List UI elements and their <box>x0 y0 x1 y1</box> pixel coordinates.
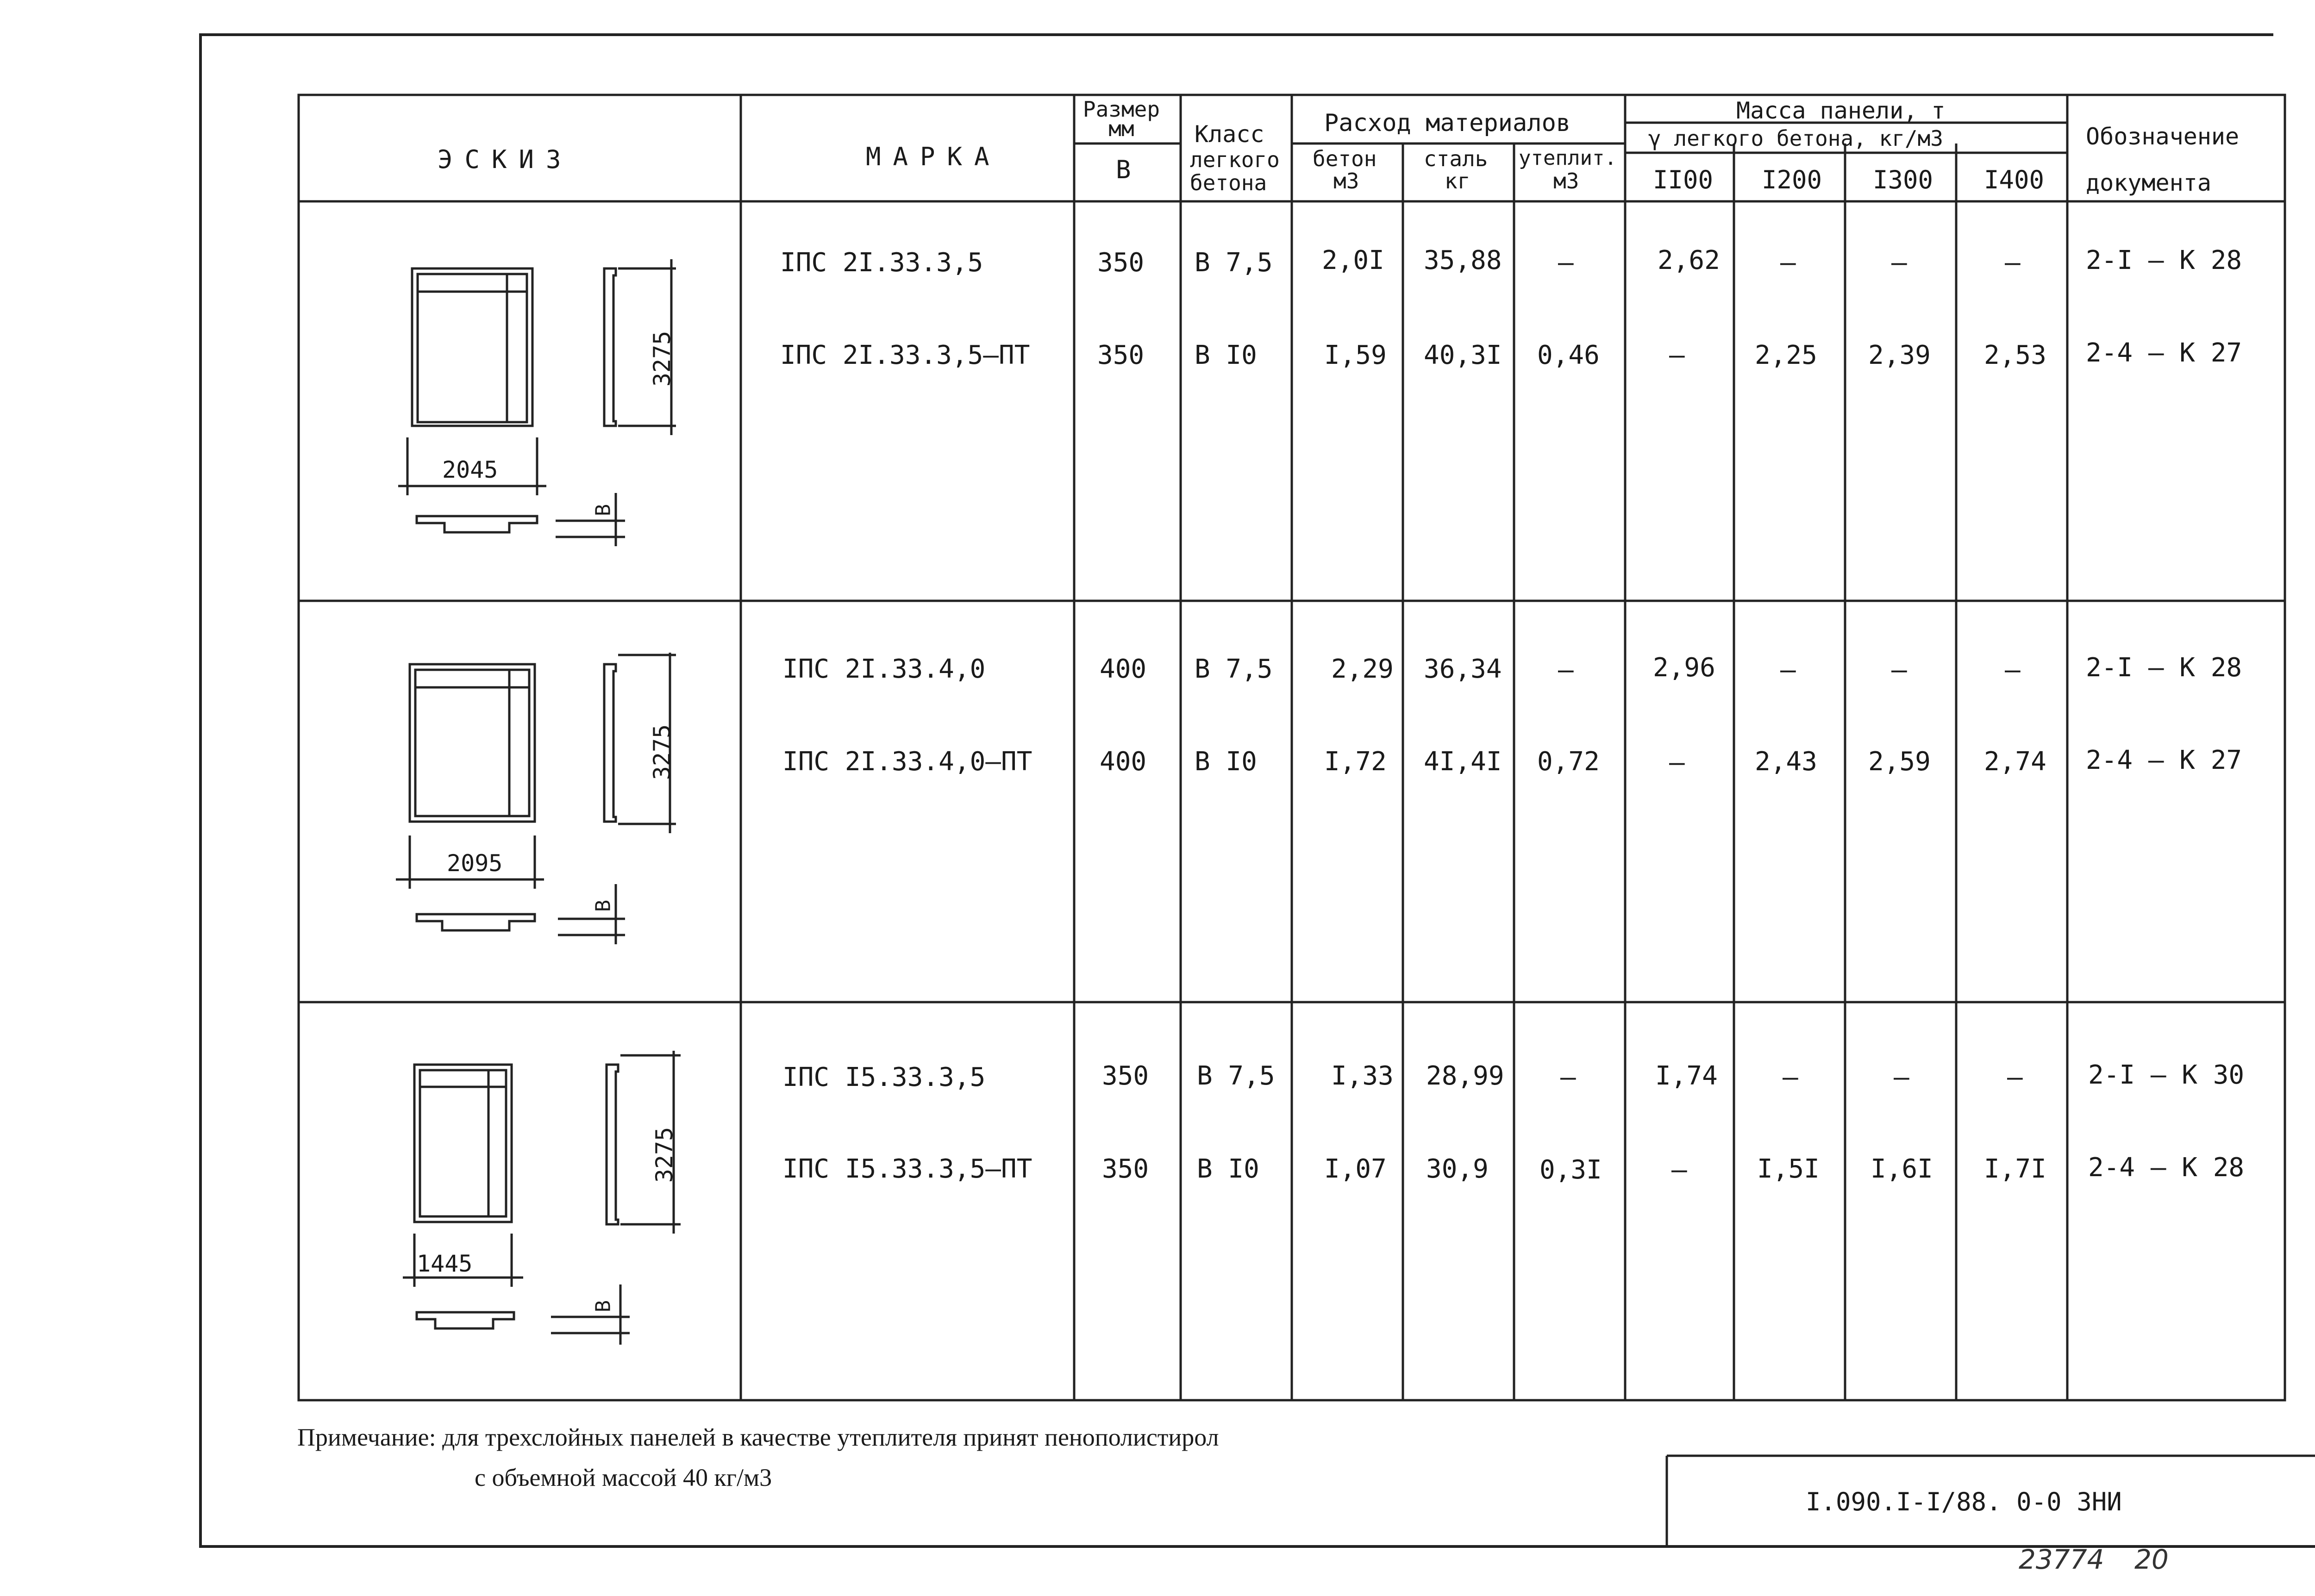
row-5-concrete: I,33 <box>1331 1061 1394 1091</box>
header-size-sub: В <box>1116 155 1131 184</box>
row-6-mark: IПС I5.33.3,5–ПТ <box>782 1154 1032 1184</box>
row-1-insul: – <box>1558 248 1574 278</box>
row-4-m1400: 2,74 <box>1984 747 2046 777</box>
row-3-class: В 7,5 <box>1195 654 1273 684</box>
header-insulation-unit: м3 <box>1553 168 1579 193</box>
row-2-concrete: I,59 <box>1324 340 1387 370</box>
height-dim-1: 3275 <box>649 330 676 387</box>
row-4-b: 400 <box>1100 747 1147 777</box>
header-sketch: ЭСКИЗ <box>438 145 573 174</box>
row-6-insul: 0,3I <box>1539 1155 1602 1185</box>
row-5-b: 350 <box>1102 1061 1149 1091</box>
row-5-m1400: – <box>2007 1062 2023 1092</box>
row-5-class: В 7,5 <box>1197 1061 1275 1091</box>
row-3-m1200: – <box>1780 655 1796 685</box>
row-4-class: В I0 <box>1195 747 1257 777</box>
row-3-m1100: 2,96 <box>1653 653 1715 683</box>
row-3-concrete: 2,29 <box>1331 654 1394 684</box>
panel-sketch-1 <box>398 255 694 555</box>
row-1-steel: 35,88 <box>1424 245 1502 275</box>
row-6-steel: 30,9 <box>1426 1154 1489 1184</box>
row-3-b: 400 <box>1100 654 1147 684</box>
header-steel-unit: кг <box>1445 168 1470 193</box>
header-density-1300: I300 <box>1873 165 1933 194</box>
stamp-archive: 23774 <box>2019 1544 2104 1575</box>
stamp-code: I.090.I-I/88. 0-0 ЗНИ <box>1806 1487 2122 1516</box>
row-2-m1400: 2,53 <box>1984 340 2046 370</box>
stamp-archive-page: 20 <box>2134 1544 2169 1575</box>
row-3-steel: 36,34 <box>1424 654 1502 684</box>
header-mass-sub: γ легкого бетона, кг/м3 <box>1648 126 1943 151</box>
row-5-m1200: – <box>1783 1062 1798 1092</box>
header-class-sub1: легкого <box>1190 147 1280 172</box>
row-2-m1300: 2,39 <box>1868 340 1931 370</box>
height-dim-3: 3275 <box>651 1127 678 1183</box>
row-5-m1100: I,74 <box>1655 1061 1718 1091</box>
row-3-m1300: – <box>1891 655 1907 685</box>
header-density-1200: I200 <box>1762 165 1822 194</box>
height-dim-2: 3275 <box>649 724 676 780</box>
row-2-b: 350 <box>1097 340 1145 370</box>
row-4-mark: IПС 2I.33.4,0–ПТ <box>782 747 1032 777</box>
row-5-mark: IПС I5.33.3,5 <box>782 1062 986 1092</box>
header-class-title: Класс <box>1195 121 1264 148</box>
row-4-m1100: – <box>1669 748 1685 778</box>
row-1-b: 350 <box>1097 248 1145 278</box>
thickness-dim-1: В <box>591 504 615 517</box>
row-4-concrete: I,72 <box>1324 747 1387 777</box>
row-3-mark: IПС 2I.33.4,0 <box>782 654 986 684</box>
row-5-steel: 28,99 <box>1426 1061 1504 1091</box>
row-2-steel: 40,3I <box>1424 340 1502 370</box>
header-steel: сталь <box>1424 146 1488 171</box>
header-concrete-unit: м3 <box>1333 168 1359 193</box>
row-6-m1300: I,6I <box>1871 1154 1933 1184</box>
row-1-m1200: – <box>1780 248 1796 278</box>
row-3-m1400: – <box>2005 655 2021 685</box>
row-1-m1100: 2,62 <box>1658 245 1720 275</box>
row-2-insul: 0,46 <box>1537 340 1600 370</box>
thickness-dim-3: В <box>591 1300 615 1313</box>
row-4-insul: 0,72 <box>1537 747 1600 777</box>
row-1-m1400: – <box>2005 248 2021 278</box>
row-6-class: В I0 <box>1197 1154 1259 1184</box>
header-density-1100: II00 <box>1653 165 1714 194</box>
row-3-doc: 2-I – К 28 <box>2086 653 2242 683</box>
header-consumption-title: Расход материалов <box>1324 109 1571 137</box>
note-line-2: с объемной массой 40 кг/м3 <box>475 1464 772 1491</box>
width-dim-2: 2095 <box>447 850 503 877</box>
row-6-m1400: I,7I <box>1984 1154 2046 1184</box>
header-mass-title: Масса панели, т <box>1736 97 1946 124</box>
header-mark: МАРКА <box>866 142 1001 171</box>
header-concrete: бетон <box>1313 146 1377 171</box>
row-1-doc: 2-I – К 28 <box>2086 245 2242 275</box>
header-doc-title: Обозначение <box>2086 123 2240 150</box>
row-6-concrete: I,07 <box>1324 1154 1387 1184</box>
row-2-mark: IПС 2I.33.3,5–ПТ <box>780 340 1030 370</box>
row-5-m1300: – <box>1894 1062 1909 1092</box>
row-2-m1200: 2,25 <box>1755 340 1817 370</box>
header-doc-sub: документа <box>2086 169 2211 196</box>
panel-sketch-2 <box>396 653 692 954</box>
header-density-1400: I400 <box>1984 165 2045 194</box>
row-1-mark: IПС 2I.33.3,5 <box>780 248 983 278</box>
row-6-m1100: – <box>1671 1155 1687 1185</box>
row-4-m1200: 2,43 <box>1755 747 1817 777</box>
row-4-steel: 4I,4I <box>1424 747 1502 777</box>
panel-sketch-3 <box>398 1051 694 1356</box>
width-dim-3: 1445 <box>417 1250 473 1277</box>
row-2-m1100: – <box>1669 340 1685 370</box>
header-class-sub2: бетона <box>1190 170 1267 195</box>
row-4-doc: 2-4 – К 27 <box>2086 745 2242 775</box>
row-1-concrete: 2,0I <box>1322 245 1384 275</box>
row-6-b: 350 <box>1102 1154 1149 1184</box>
width-dim-1: 2045 <box>442 456 498 483</box>
row-3-insul: – <box>1558 655 1574 685</box>
row-4-m1300: 2,59 <box>1868 747 1931 777</box>
thickness-dim-2: В <box>591 899 615 912</box>
row-5-doc: 2-I – К 30 <box>2088 1060 2245 1090</box>
note-line-1: Примечание: для трехслойных панелей в качестве утеплителя принят пенополистирол <box>297 1423 1219 1451</box>
row-1-m1300: – <box>1891 248 1907 278</box>
row-2-class: В I0 <box>1195 340 1257 370</box>
row-1-class: В 7,5 <box>1195 248 1273 278</box>
row-6-m1200: I,5I <box>1757 1154 1820 1184</box>
header-insulation: утеплит. <box>1519 146 1617 170</box>
row-2-doc: 2-4 – К 27 <box>2086 338 2242 368</box>
header-size-title: Размер мм <box>1082 97 1160 141</box>
row-5-insul: – <box>1560 1062 1576 1092</box>
row-6-doc: 2-4 – К 28 <box>2088 1153 2245 1183</box>
